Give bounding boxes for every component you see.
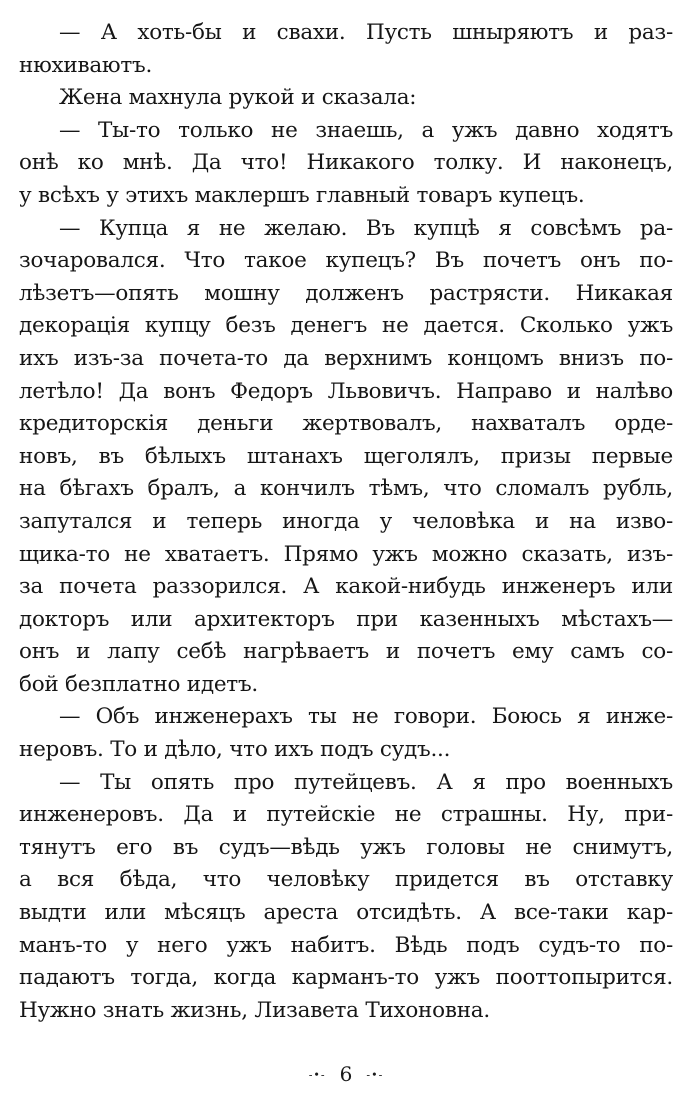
text-line: а вся бѣда, что человѣку придется въ отставку — [19, 867, 673, 893]
footer-ornament-left: -•- — [308, 1068, 326, 1082]
text-line: новъ, въ бѣлыхъ штанахъ щеголялъ, призы первые — [19, 443, 673, 469]
page-number: 6 — [339, 1062, 353, 1086]
text-line: — Объ инженерахъ ты не говори. Боюсь я инже- — [59, 704, 673, 730]
text-line: за почета раззорился. А какой-нибудь инженеръ или — [19, 574, 673, 600]
footer-ornament-right: -•- — [366, 1068, 384, 1082]
text-line: нюхиваютъ. — [19, 52, 153, 78]
text-line: — Ты-то только не знаешь, а ужъ давно ходятъ — [59, 117, 673, 143]
text-line: на бѣгахъ бралъ, а кончилъ тѣмъ, что сломалъ рубль, — [19, 476, 673, 502]
text-line: падаютъ тогда, когда карманъ-то ужъ пооттопырится. — [19, 965, 673, 991]
text-line: неровъ. То и дѣло, что ихъ подъ судъ... — [19, 737, 451, 763]
body-text — [19, 17, 673, 1027]
text-line: кредиторскія деньги жертвовалъ, нахваталъ орде- — [19, 411, 673, 437]
text-line: декорація купцу безъ денегъ не дается. Сколько ужъ — [19, 313, 673, 339]
text-line: выдти или мѣсяцъ ареста отсидѣть. А все-таки кар- — [19, 900, 673, 926]
text-line: — Ты опять про путейцевъ. А я про военныхъ — [59, 769, 673, 795]
text-line: тянутъ его въ судъ—вѣдь ужъ головы не снимутъ, — [19, 834, 673, 860]
page-footer — [0, 1062, 692, 1088]
text-line: летѣло! Да вонъ Федоръ Львовичъ. Направо и налѣво — [19, 378, 673, 404]
text-line: бой безплатно идетъ. — [19, 671, 258, 697]
text-line: зочаровался. Что такое купецъ? Въ почетъ онъ по- — [19, 248, 673, 274]
text-line: докторъ или архитекторъ при казенныхъ мѣстахъ— — [19, 606, 673, 632]
text-line: ихъ изъ-за почета-то да верхнимъ концомъ внизъ по- — [19, 345, 673, 371]
text-line: лѣзетъ—опять мошну долженъ растрясти. Никакая — [19, 280, 673, 306]
text-line: у всѣхъ у этихъ маклершъ главный товаръ купецъ. — [19, 182, 585, 208]
text-line: Жена махнула рукой и сказала: — [59, 85, 417, 111]
text-line: Нужно знать жизнь, Лизавета Тихоновна. — [19, 997, 490, 1023]
text-line: онѣ ко мнѣ. Да что! Никакого толку. И наконецъ, — [19, 150, 673, 176]
text-line: — Купца я не желаю. Въ купцѣ я совсѣмъ ра- — [59, 215, 673, 241]
text-line: онъ и лапу себѣ нагрѣваетъ и почетъ ему самъ со- — [19, 639, 673, 665]
text-line: запутался и теперь иногда у человѣка и на изво- — [19, 508, 673, 534]
text-line: манъ-то у него ужъ набитъ. Вѣдь подъ судъ-то по- — [19, 932, 673, 958]
text-line: инженеровъ. Да и путейскіе не страшны. Ну, при- — [19, 802, 673, 828]
text-line: — А хоть-бы и свахи. Пусть шныряютъ и раз- — [59, 20, 673, 45]
text-line: щика-то не хватаетъ. Прямо ужъ можно сказать, изъ- — [19, 541, 673, 567]
